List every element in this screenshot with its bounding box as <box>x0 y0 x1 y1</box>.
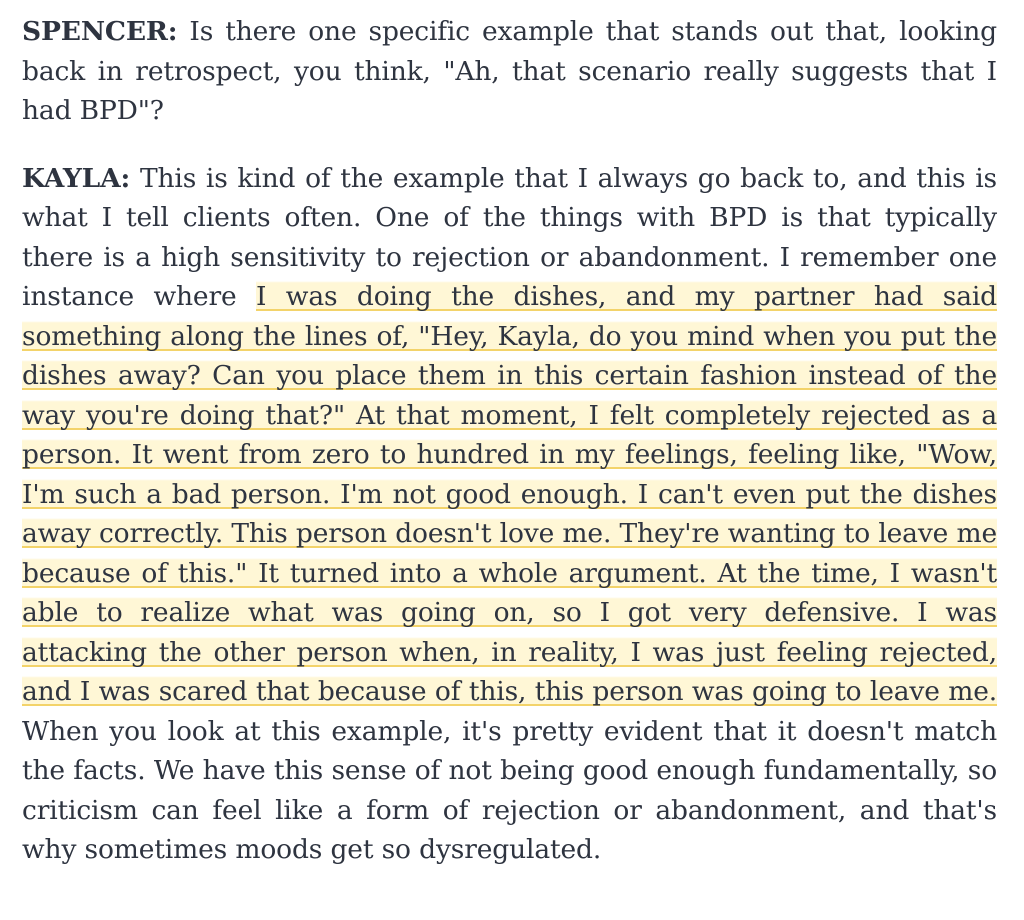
kayla-answer-intro-text: This is kind of the example that I always go back to, and this is what I tell clients often. One of the things with BPD is that typically there is a high sensitivity to rejection or abandonment. I remember one instance where <box>22 162 997 312</box>
speaker-name-spencer: SPENCER: <box>22 16 178 47</box>
spencer-question-text: Is there one specific example that stands out that, looking back in retrospect, you think, "Ah, that scenario really suggests that I had BPD"? <box>22 16 997 126</box>
spencer-paragraph <box>22 12 997 131</box>
transcript-article <box>22 12 997 870</box>
kayla-paragraph <box>22 159 997 870</box>
kayla-answer-conclusion-text: When you look at this example, it's pretty evident that it doesn't match the facts. We have this sense of not being good enough fundamentally, so criticism can feel like a form of rejection or abandonment, and that's why sometimes moods get so dysregulated. <box>22 715 997 865</box>
speaker-name-kayla: KAYLA: <box>22 162 131 194</box>
highlighted-passage[interactable]: I was doing the dishes, and my partner had said something along the lines of, "Hey, Kayla, do you mind when you put the dishes away? Can you place them in this certain fashion instead of the way you're doing that?" At that moment, I felt completely rejected as a person. It went from zero to hundred in my feelings, feeling like, "Wow, I'm such a bad person. I'm not good enough. I can't even put the dishes away correctly. This person doesn't love me. They're wanting to leave me because of this." It turned into a whole argument. At the time, I wasn't able to realize what was going on, so I got very defensive. I was attacking the other person when, in reality, I was just feeling rejected, and I was scared that because of this, this person was going to leave me. <box>22 281 997 707</box>
